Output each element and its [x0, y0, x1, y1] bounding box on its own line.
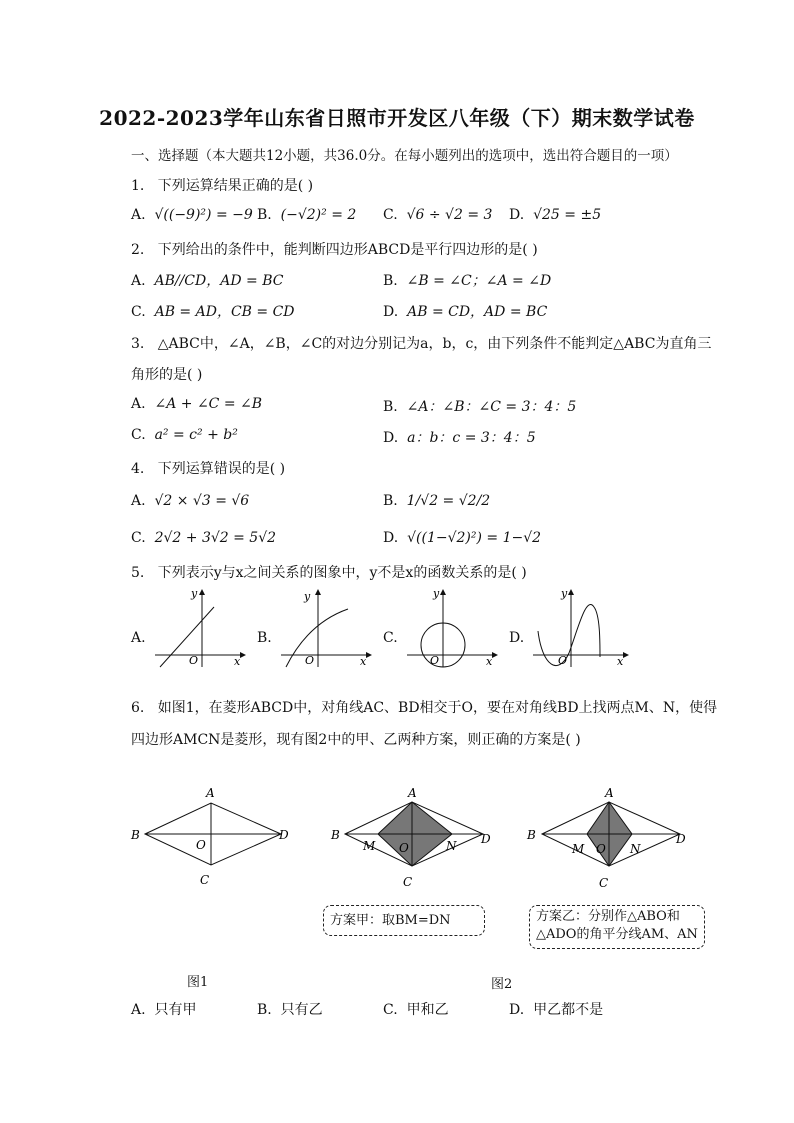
- option-text: ∠A：∠B：∠C = 3：4：5: [406, 399, 577, 415]
- point-a-label: A: [408, 786, 417, 800]
- point-d-label: D: [279, 828, 289, 842]
- point-o-label: O: [196, 838, 206, 852]
- option-text: 甲和乙: [406, 1002, 449, 1018]
- y-label: y: [433, 587, 440, 600]
- graph-line: [160, 607, 214, 667]
- option-text: 甲乙都不是: [533, 1002, 604, 1018]
- x-label: x: [234, 655, 241, 668]
- option-text: (−√2)² = 2: [280, 207, 357, 223]
- option-text: AB//CD，AD = BC: [154, 273, 284, 289]
- point-c-label: C: [599, 876, 609, 890]
- question-5: [131, 562, 527, 582]
- option-label: D.: [383, 530, 399, 546]
- plan-b-text-line2: △ADO的角平分线AM、AN: [536, 927, 698, 942]
- option-text: √((−9)²) = −9: [154, 207, 253, 223]
- question-stem: 下列给出的条件中，能判断四边形ABCD是平行四边形的是( ): [157, 242, 538, 258]
- question-stem-line1: △ABC中，∠A，∠B，∠C的对边分别记为a，b，c，由下列条件不能判定△ABC为直角三: [157, 336, 712, 352]
- question-number: 5.: [131, 565, 145, 581]
- q3-option-d[interactable]: [383, 427, 536, 447]
- plan-b-text-line1: 方案乙：分别作△ABO和: [536, 909, 680, 924]
- figure-2-plan-a: [325, 782, 495, 892]
- question-3: [131, 333, 711, 353]
- option-text: AB = AD，CB = CD: [154, 304, 295, 320]
- option-label: A.: [131, 396, 146, 412]
- option-label: A.: [131, 273, 146, 289]
- q1-option-d[interactable]: [509, 207, 601, 223]
- question-number: 6.: [131, 700, 145, 716]
- figure-1-rhombus: [125, 782, 295, 892]
- q6-option-b[interactable]: [257, 999, 323, 1019]
- q4-option-a[interactable]: [131, 493, 249, 509]
- q5-graph-d: [528, 585, 633, 670]
- option-label: C.: [131, 304, 146, 320]
- section-heading: 一、选择题（本大题共12小题，共36.0分。在每小题列出的选项中，选出符合题目的一项）: [131, 148, 678, 164]
- q2-option-d[interactable]: [383, 301, 547, 321]
- q5-graph-c: [402, 585, 502, 670]
- option-label: B.: [257, 207, 272, 223]
- origin-label: O: [305, 654, 315, 667]
- q5-option-d[interactable]: D.: [509, 630, 525, 646]
- question-number: 2.: [131, 242, 145, 258]
- question-6: [131, 697, 717, 717]
- q6-option-d[interactable]: [509, 999, 603, 1019]
- option-label: D.: [509, 207, 525, 223]
- x-label: x: [360, 655, 367, 668]
- q5-graph-a: [150, 585, 250, 670]
- question-stem: 下列运算结果正确的是( ): [157, 178, 314, 194]
- question-stem-line1: 如图1，在菱形ABCD中，对角线AC、BD相交于O，要在对角线BD上找两点M、N，使得: [157, 700, 718, 716]
- option-text: a² = c² + b²: [154, 427, 238, 443]
- option-text: AB = CD，AD = BC: [407, 304, 548, 320]
- option-label: A.: [131, 493, 146, 509]
- q5-option-a[interactable]: A.: [131, 630, 146, 646]
- option-label: A.: [131, 207, 146, 223]
- option-text: ∠B = ∠C；∠A = ∠D: [406, 273, 552, 289]
- option-text: 2√2 + 3√2 = 5√2: [154, 530, 277, 546]
- option-label: C.: [383, 207, 398, 223]
- option-text: 只有甲: [154, 1002, 197, 1018]
- q5-option-c[interactable]: C.: [383, 630, 398, 646]
- q3-option-a[interactable]: [131, 396, 262, 412]
- x-label: x: [617, 655, 624, 668]
- option-label: B.: [383, 273, 398, 289]
- plan-a-text: 方案甲：取BM=DN: [330, 913, 451, 928]
- option-text: √6 ÷ √2 = 3: [406, 207, 493, 223]
- point-n-label: N: [630, 842, 641, 856]
- option-label: C.: [131, 427, 146, 443]
- option-text: √2 × √3 = √6: [154, 493, 250, 509]
- origin-label: O: [189, 654, 199, 667]
- q4-option-b[interactable]: [383, 493, 490, 509]
- option-text: 只有乙: [280, 1002, 323, 1018]
- question-number: 1.: [131, 178, 145, 194]
- y-label: y: [561, 587, 568, 600]
- point-c-label: C: [403, 875, 413, 889]
- q4-option-d[interactable]: [383, 530, 541, 546]
- option-text: √25 = ±5: [533, 207, 602, 223]
- option-label: C.: [131, 530, 146, 546]
- q3-option-b[interactable]: [383, 396, 576, 416]
- x-label: x: [486, 655, 493, 668]
- question-4: [131, 458, 285, 478]
- option-text: √((1−√2)²) = 1−√2: [407, 530, 542, 546]
- q2-option-c[interactable]: [131, 301, 295, 321]
- option-label: D.: [383, 304, 399, 320]
- option-label: B.: [383, 493, 398, 509]
- y-label: y: [191, 587, 198, 600]
- q1-option-c[interactable]: [383, 207, 492, 223]
- graph-curve: [538, 605, 600, 666]
- point-c-label: C: [200, 873, 210, 887]
- q6-option-c[interactable]: [383, 999, 449, 1019]
- point-d-label: D: [676, 832, 686, 846]
- option-text: ∠A + ∠C = ∠B: [154, 396, 263, 412]
- question-2: [131, 239, 538, 259]
- point-d-label: D: [481, 832, 491, 846]
- question-number: 4.: [131, 461, 145, 477]
- y-label: y: [304, 590, 311, 603]
- option-text: a：b：c = 3：4：5: [407, 430, 536, 446]
- origin-label: O: [430, 654, 440, 667]
- question-stem: 下列运算错误的是( ): [157, 461, 286, 477]
- option-label: A.: [131, 1002, 146, 1018]
- point-a-label: A: [605, 786, 614, 800]
- figure-2-plan-b: [522, 782, 697, 892]
- point-b-label: B: [131, 828, 140, 842]
- question-stem: 下列表示y与x之间关系的图象中，y不是x的函数关系的是( ): [157, 565, 527, 581]
- option-label: B.: [257, 1002, 272, 1018]
- option-label: B.: [383, 399, 398, 415]
- q5-option-b[interactable]: B.: [257, 630, 272, 646]
- figure-2-caption: 图2: [491, 977, 513, 992]
- point-m-label: M: [572, 842, 585, 856]
- q5-graph-b: [276, 585, 376, 670]
- point-a-label: A: [206, 786, 215, 800]
- q6-option-a[interactable]: [131, 999, 196, 1019]
- point-o-label: O: [399, 841, 409, 855]
- point-b-label: B: [527, 828, 536, 842]
- graph-curve: [286, 609, 348, 667]
- option-label: D.: [383, 430, 399, 446]
- figure-1-caption: 图1: [187, 975, 209, 990]
- point-b-label: B: [331, 828, 340, 842]
- q1-option-a[interactable]: [131, 207, 253, 223]
- question-number: 3.: [131, 336, 145, 352]
- option-label: C.: [383, 1002, 398, 1018]
- question-3-line2: 角形的是( ): [131, 367, 203, 383]
- point-o-label: O: [596, 842, 606, 856]
- plan-b-box: [529, 905, 705, 949]
- question-1: [131, 175, 313, 195]
- option-label: D.: [509, 1002, 525, 1018]
- option-text: 1/√2 = √2/2: [406, 493, 491, 509]
- q3-option-c[interactable]: [131, 427, 238, 443]
- point-n-label: N: [446, 839, 457, 853]
- plan-a-box: [323, 905, 485, 936]
- origin-label: O: [558, 654, 568, 667]
- question-6-line2: 四边形AMCN是菱形，现有图2中的甲、乙两种方案，则正确的方案是( ): [131, 732, 581, 748]
- q2-option-a[interactable]: [131, 270, 283, 290]
- q2-option-b[interactable]: [383, 270, 551, 290]
- point-m-label: M: [363, 839, 376, 853]
- q4-option-c[interactable]: [131, 530, 276, 546]
- q1-option-b[interactable]: [257, 207, 356, 223]
- exam-title: 2022-2023学年山东省日照市开发区八年级（下）期末数学试卷: [99, 106, 695, 130]
